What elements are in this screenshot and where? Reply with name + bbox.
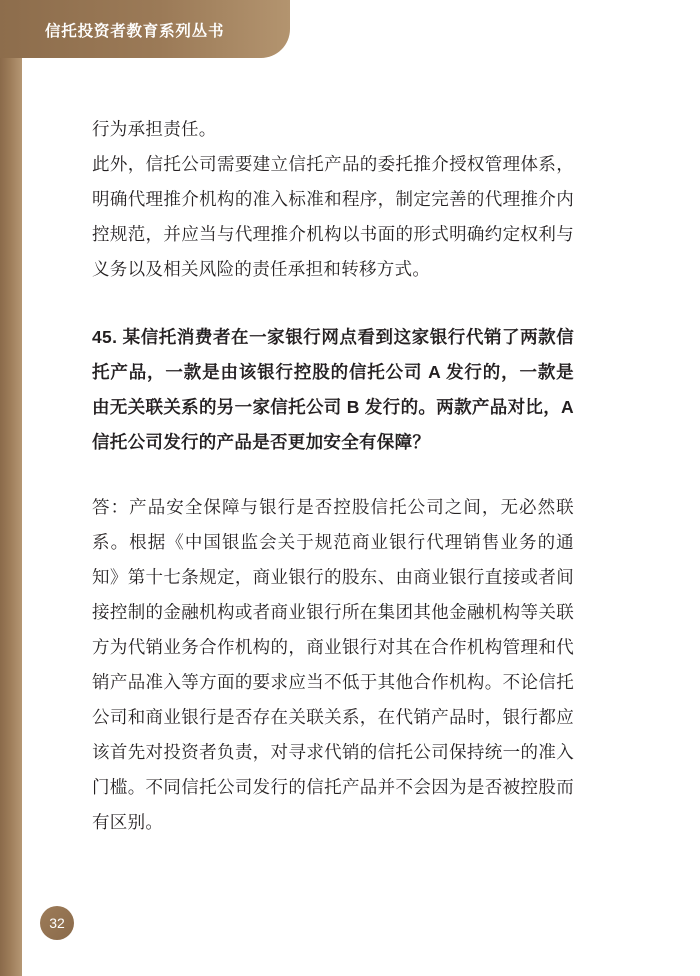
spacer bbox=[92, 460, 574, 490]
paragraph-additional-note: 此外，信托公司需要建立信托产品的委托推介授权管理体系，明确代理推介机构的准入标准和程序，制定完善的代理推介内控规范，并应当与代理推介机构以书面的形式明确约定权利与义务以及相关风险的责任承担和转移方式。 bbox=[92, 154, 574, 279]
series-title: 信托投资者教育系列丛书 bbox=[45, 23, 225, 40]
left-edge-decoration bbox=[0, 0, 22, 976]
header-banner bbox=[0, 0, 290, 58]
answer-paragraph: 答：产品安全保障与银行是否控股信托公司之间，无必然联系。根据《中国银监会关于规范商业银行代理销售业务的通知》第十七条规定，商业银行的股东、由商业银行直接或者间接控制的金融机构或者商业银行所在集团其他金融机构等关联方为代销业务合作机构的，商业银行对其在合作机构管理和代销产品准入等方面的要求应当不低于其他合作机构。不论信托公司和商业银行是否存在关联关系，在代销产品时，银行都应该首先对投资者负责，对寻求代销的信托公司保持统一的准入门槛。不同信托公司发行的信托产品并不会因为是否被控股而有区别。 bbox=[92, 497, 574, 832]
spacer bbox=[92, 287, 574, 320]
page-number-badge: 32 bbox=[40, 906, 74, 940]
question-heading: 45. 某信托消费者在一家银行网点看到这家银行代销了两款信托产品，一款是由该银行控股的信托公司 A 发行的，一款是由无关联关系的另一家信托公司 B 发行的。两款产品对比，A 信托公司发行的产品是否更加安全有保障？ bbox=[92, 327, 574, 452]
page-content bbox=[92, 112, 574, 840]
paragraph-continuation: 行为承担责任。 bbox=[92, 119, 217, 139]
